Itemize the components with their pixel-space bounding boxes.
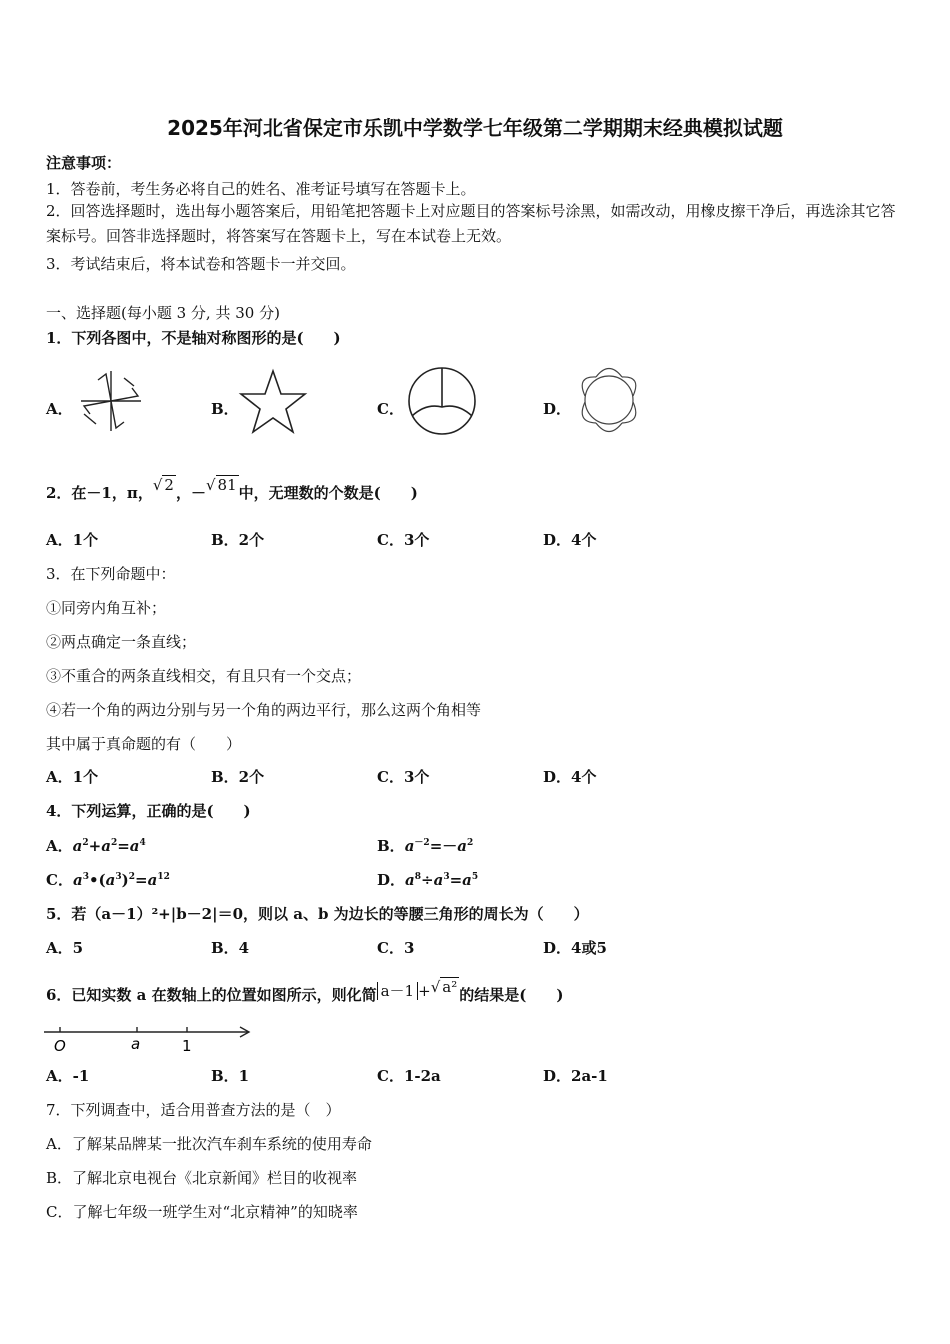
exp: 2 — [110, 838, 118, 848]
exp: 3 — [443, 872, 450, 882]
var-a: a — [462, 871, 472, 889]
var-a: a — [129, 837, 140, 855]
q7-option-c: C．了解七年级一班学生对“北京精神”的知晓率 — [46, 1203, 358, 1221]
q6-option-c: C．1-2a — [377, 1067, 441, 1085]
q3-proposition-2: ②两点确定一条直线； — [46, 633, 197, 651]
q2-stem-pre: 2．在－1，π， — [46, 484, 153, 502]
exp: 2 — [128, 872, 136, 882]
q4-option-b — [377, 835, 473, 856]
op: = — [117, 837, 130, 855]
q3-option-d: D．4个 — [543, 768, 597, 786]
question-1-stem: 1．下列各图中，不是轴对称图形的是( ) — [46, 329, 341, 347]
plus-sign: + — [418, 982, 431, 1000]
exp: 5 — [471, 872, 479, 882]
q1-option-a-label: A． — [46, 400, 73, 418]
axis-label-a: a — [131, 1035, 141, 1053]
sqrt2-radicand: 2 — [164, 476, 174, 494]
q6-stem-pre: 6．已知实数 a 在数轴上的位置如图所示，则化简 — [46, 986, 377, 1004]
q7-option-a: A．了解某品牌某一批次汽车刹车系统的使用寿命 — [46, 1135, 372, 1153]
var-a: a — [457, 837, 467, 855]
q4-d-label: D． — [377, 871, 406, 889]
exp: 12 — [157, 872, 170, 882]
pinwheel-icon — [76, 366, 146, 436]
var-a: a — [433, 871, 444, 889]
q6-option-a: A．-1 — [46, 1067, 90, 1085]
q3-proposition-4: ④若一个角的两边分别与另一个角的两边平行，那么这两个角相等 — [46, 701, 482, 719]
circle-arcs-icon — [404, 363, 480, 439]
q1-option-d-label: D． — [543, 400, 572, 418]
q2-stem-mid: ，－ — [175, 484, 206, 502]
section-heading: 一、选择题(每小题 3 分, 共 30 分) — [46, 304, 280, 322]
q2-option-c: C．3个 — [377, 531, 430, 549]
axis-label-origin: O — [54, 1037, 66, 1054]
q3-option-b: B．2个 — [211, 768, 265, 786]
var-a: a — [72, 871, 83, 889]
sqrt81-expression: √ 81 — [205, 476, 237, 494]
sqrt2-expression: √ 2 — [152, 476, 174, 494]
sqrt81-radicand: 81 — [217, 476, 237, 494]
q4-option-a — [46, 835, 146, 856]
op: = — [449, 871, 463, 889]
notice-item-2: 2．回答选择题时，选出每小题答案后，用铅笔把答题卡上对应题目的答案标号涂黑，如需改动，用橡皮擦干净后，再选涂其它答案标号。回答非选择题时，将答案写在答题卡上，写在本试卷上无效。 — [46, 202, 896, 245]
q1-option-b-label: B． — [211, 400, 239, 418]
var-a: a — [404, 837, 415, 855]
question-5-stem: 5．若（a－1）²+|b－2|＝0，则以 a、b 为边长的等腰三角形的周长为（ ） — [46, 905, 589, 923]
q3-ask: 其中属于真命题的有（ ） — [46, 735, 242, 753]
exp: 8 — [414, 872, 422, 882]
exp: 2 — [82, 838, 89, 848]
q7-option-b: B．了解北京电视台《北京新闻》栏目的收视率 — [46, 1169, 358, 1187]
q3-option-a: A．1个 — [46, 768, 99, 786]
q3-option-c: C．3个 — [377, 768, 430, 786]
star-icon — [238, 368, 308, 436]
sqrt-a2-expression: √ a² — [430, 978, 458, 996]
var-a: a — [405, 871, 415, 889]
q6-option-b: B．1 — [211, 1067, 250, 1085]
q5-option-a: A．5 — [46, 939, 84, 957]
q2-option-a: A．1个 — [46, 531, 99, 549]
exp: 3 — [82, 872, 89, 882]
q2-stem-post: 中，无理数的个数是( ) — [238, 484, 418, 502]
number-line-icon — [44, 1022, 254, 1054]
notice-item-3: 3．考试结束后，将本试卷和答题卡一并交回。 — [46, 255, 356, 273]
var-a: a — [105, 871, 116, 889]
abs-expression: a－1 — [377, 982, 419, 1000]
q2-option-d: D．4个 — [543, 531, 597, 549]
question-2-stem — [46, 476, 418, 503]
q6-stem-post: 的结果是( ) — [459, 986, 564, 1004]
var-a: a — [101, 837, 111, 855]
flower-circle-icon — [570, 362, 648, 438]
exp: 4 — [139, 838, 146, 848]
sqrt-a2-radicand: a² — [442, 978, 458, 996]
q1-option-c-label: C． — [377, 400, 404, 418]
op: = — [135, 871, 148, 889]
q3-proposition-3: ③不重合的两条直线相交，有且只有一个交点； — [46, 667, 362, 685]
var-a: a — [72, 837, 83, 855]
op: ) — [121, 871, 129, 889]
op: =－ — [429, 837, 458, 855]
op: •( — [88, 871, 106, 889]
q2-option-b: B．2个 — [211, 531, 265, 549]
q5-option-c: C．3 — [377, 939, 415, 957]
question-7-stem: 7．下列调查中，适合用普查方法的是（ ） — [46, 1101, 341, 1119]
op: ÷ — [421, 871, 434, 889]
page-title: 2025年河北省保定市乐凯中学数学七年级第二学期期末经典模拟试题 — [167, 116, 783, 140]
q4-c-label: C． — [46, 871, 73, 889]
op: + — [88, 837, 102, 855]
question-4-stem: 4．下列运算，正确的是( ) — [46, 802, 251, 820]
q4-b-label: B． — [377, 837, 405, 855]
exp: －2 — [414, 838, 430, 848]
question-6-stem — [46, 978, 564, 1005]
exp: 3 — [115, 872, 122, 882]
q4-option-d — [377, 869, 478, 890]
q3-proposition-1: ①同旁内角互补； — [46, 599, 167, 617]
var-a: a — [147, 871, 158, 889]
q4-option-c — [46, 869, 170, 890]
notice-heading: 注意事项： — [46, 154, 122, 172]
q5-option-b: B．4 — [211, 939, 250, 957]
notice-item-1: 1．答卷前，考生务必将自己的姓名、准考证号填写在答题卡上。 — [46, 180, 476, 198]
question-3-stem: 3．在下列命题中： — [46, 565, 176, 583]
q5-option-d: D．4或5 — [543, 939, 607, 957]
axis-label-one: 1 — [182, 1037, 192, 1054]
q6-option-d: D．2a-1 — [543, 1067, 608, 1085]
q4-a-label: A． — [46, 837, 73, 855]
exp: 2 — [467, 838, 474, 848]
